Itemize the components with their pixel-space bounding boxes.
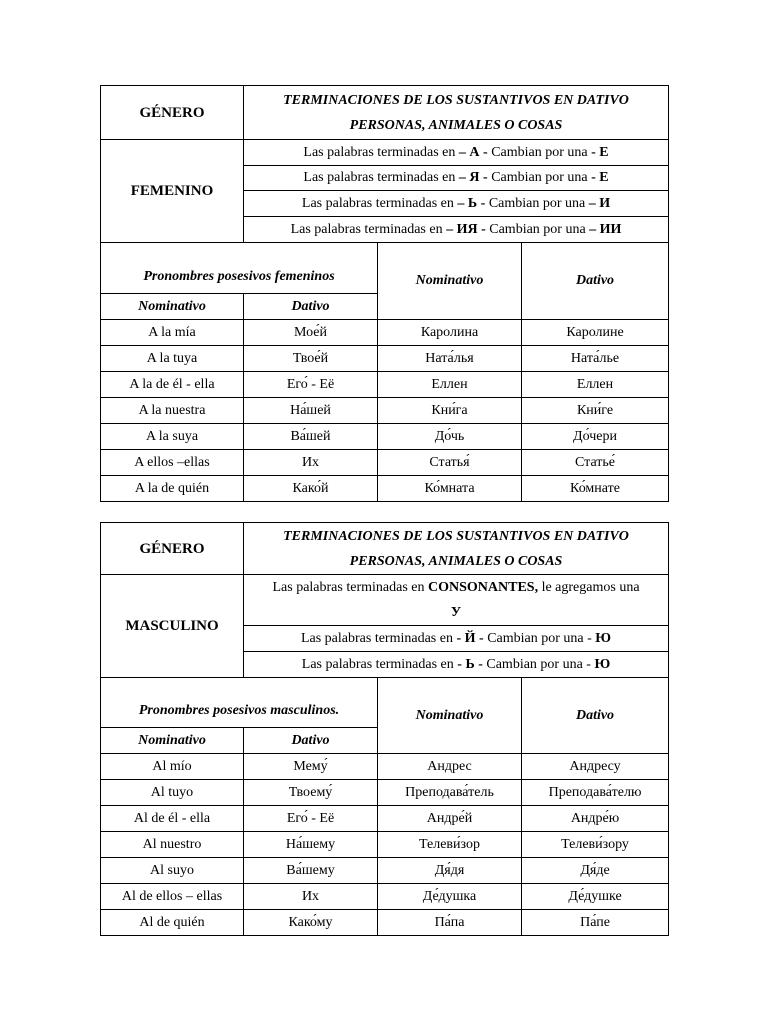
rule-row: Las palabras terminadas en - Й - Cambian por una - Ю (244, 626, 669, 652)
cell: Андре́й (378, 806, 522, 832)
cell: Ната́лье (522, 346, 669, 372)
table-row (101, 910, 669, 936)
cell: Преподава́телю (522, 780, 669, 806)
cell: A ellos –ellas (101, 450, 244, 476)
cell: Их (244, 450, 378, 476)
column-header-dativo: Dativo (522, 243, 669, 320)
cell: Еллен (522, 372, 669, 398)
cell: A la suya (101, 424, 244, 450)
cell: Al suyo (101, 858, 244, 884)
table-row (101, 450, 669, 476)
rule-row: Las palabras terminadas en – Я - Cambian por una - Е (244, 166, 669, 191)
gender-label: FEMENINO (101, 140, 244, 243)
header-genre: GÉNERO (101, 523, 244, 575)
cell: Телеви́зор (378, 832, 522, 858)
cell: Al de quién (101, 910, 244, 936)
cell: На́шему (244, 832, 378, 858)
table-row (101, 754, 669, 780)
cell: Его́ - Её (244, 806, 378, 832)
gender-label: MASCULINO (101, 575, 244, 678)
cell: Мему́ (244, 754, 378, 780)
table-row (101, 320, 669, 346)
column-header-dativo: Dativo (244, 728, 378, 754)
cell: Кни́ге (522, 398, 669, 424)
table-row (101, 424, 669, 450)
cell: Андрес (378, 754, 522, 780)
cell: A la de quién (101, 476, 244, 502)
cell: Ко́мната (378, 476, 522, 502)
table-row (101, 372, 669, 398)
cell: A la nuestra (101, 398, 244, 424)
cell: Al tuyo (101, 780, 244, 806)
rule-row: Las palabras terminadas en – А - Cambian por una - Е (244, 140, 669, 166)
table-row (101, 398, 669, 424)
cell: Каролина (378, 320, 522, 346)
cell: Андресу (522, 754, 669, 780)
rule-row: Las palabras terminadas en – Ь - Cambian por una – И (244, 191, 669, 217)
rule-row: Las palabras terminadas en - Ь - Cambian por una - Ю (244, 652, 669, 678)
feminine-dative-table (100, 85, 669, 502)
column-header-dativo: Dativo (244, 294, 378, 320)
column-header-nominativo: Nominativo (378, 678, 522, 754)
column-header-nominativo: Nominativo (101, 728, 244, 754)
cell: До́чери (522, 424, 669, 450)
cell: Де́душке (522, 884, 669, 910)
rule-row: Las palabras terminadas en CONSONANTES, le agregamos una У (244, 575, 669, 626)
table-row (101, 884, 669, 910)
cell: Дя́дя (378, 858, 522, 884)
cell: Статье́ (522, 450, 669, 476)
cell: A la tuya (101, 346, 244, 372)
cell: Па́па (378, 910, 522, 936)
cell: Како́му (244, 910, 378, 936)
cell: Al nuestro (101, 832, 244, 858)
cell: Еллен (378, 372, 522, 398)
cell: Каролине (522, 320, 669, 346)
cell: Al mío (101, 754, 244, 780)
column-header-nominativo: Nominativo (378, 243, 522, 320)
cell: Ната́лья (378, 346, 522, 372)
cell: Al de él - ella (101, 806, 244, 832)
table-row (101, 832, 669, 858)
pronoun-section-title: Pronombres posesivos masculinos. (101, 678, 378, 728)
masculine-dative-table (100, 522, 669, 936)
cell: Па́пе (522, 910, 669, 936)
cell: Како́й (244, 476, 378, 502)
cell: Кни́га (378, 398, 522, 424)
rule-row: Las palabras terminadas en – ИЯ - Cambian por una – ИИ (244, 217, 669, 243)
cell: Его́ - Её (244, 372, 378, 398)
header-title: TERMINACIONES DE LOS SUSTANTIVOS EN DATIVO PERSONAS, ANIMALES O COSAS (244, 86, 669, 140)
cell: Их (244, 884, 378, 910)
cell: Телеви́зору (522, 832, 669, 858)
cell: Андре́ю (522, 806, 669, 832)
cell: Де́душка (378, 884, 522, 910)
table-row (101, 858, 669, 884)
column-header-nominativo: Nominativo (101, 294, 244, 320)
cell: A la de él - ella (101, 372, 244, 398)
header-title: TERMINACIONES DE LOS SUSTANTIVOS EN DATIVO PERSONAS, ANIMALES O COSAS (244, 523, 669, 575)
cell: Преподава́тель (378, 780, 522, 806)
cell: Твое́й (244, 346, 378, 372)
cell: Ва́шему (244, 858, 378, 884)
cell: Мое́й (244, 320, 378, 346)
table-row (101, 476, 669, 502)
cell: A la mía (101, 320, 244, 346)
header-genre: GÉNERO (101, 86, 244, 140)
cell: На́шей (244, 398, 378, 424)
table-row (101, 780, 669, 806)
cell: Дя́де (522, 858, 669, 884)
pronoun-section-title: Pronombres posesivos femeninos (101, 243, 378, 294)
table-row (101, 346, 669, 372)
table-row (101, 806, 669, 832)
cell: Статья́ (378, 450, 522, 476)
cell: Ко́мнате (522, 476, 669, 502)
cell: Al de ellos – ellas (101, 884, 244, 910)
cell: Твоему́ (244, 780, 378, 806)
cell: До́чь (378, 424, 522, 450)
column-header-dativo: Dativo (522, 678, 669, 754)
cell: Ва́шей (244, 424, 378, 450)
